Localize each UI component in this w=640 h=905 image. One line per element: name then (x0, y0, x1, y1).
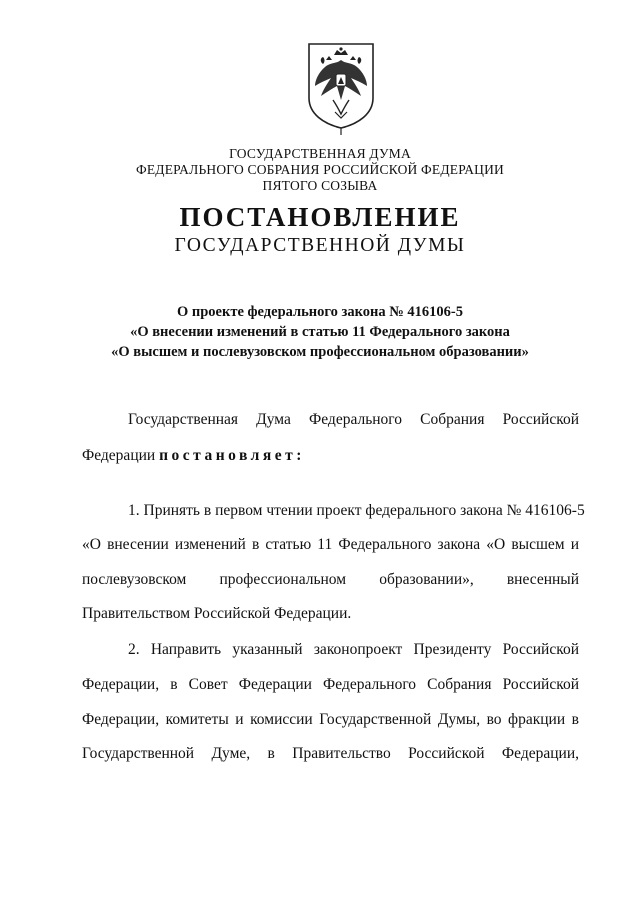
item2-line-1: 2. Направить указанный законопроект Президенту Российской (128, 641, 579, 658)
russian-coat-of-arms-icon (303, 40, 379, 136)
preamble-start: Федерации (82, 447, 160, 464)
preamble-line-1: Государственная Дума Федерального Собрания Российской (128, 411, 579, 428)
page-title: ПОСТАНОВЛЕНИЕ (179, 202, 461, 232)
decree-word: постановляет: (159, 447, 305, 464)
subject-line-2: «О внесении изменений в статью 11 Федерального закона (130, 324, 510, 340)
preamble-line-2 (82, 446, 579, 466)
item1-line-1: 1. Принять в первом чтении проект федерального закона № 416106-5 (128, 502, 585, 519)
item2-line-4: Государственной Думе, в Правительство Российской Федерации, (82, 745, 579, 762)
item2-line-3: Федерации, комитеты и комиссии Государственной Думы, во фракции в (82, 711, 579, 728)
header-line-convocation: ПЯТОГО СОЗЫВА (262, 178, 378, 193)
item1-line-3: послевузовском профессиональном образовании», внесенный (82, 571, 579, 588)
item1-line-4: Правительством Российской Федерации. (82, 605, 352, 622)
subject-line-1: О проекте федерального закона № 416106-5 (176, 304, 464, 320)
header-line-assembly: ФЕДЕРАЛЬНОГО СОБРАНИЯ РОССИЙСКОЙ ФЕДЕРАЦИИ (136, 162, 504, 177)
item1-line-2: «О внесении изменений в статью 11 Федерального закона «О высшем и (82, 536, 579, 553)
page-subtitle: ГОСУДАРСТВЕННОЙ ДУМЫ (174, 235, 466, 256)
item2-line-2: Федерации, в Совет Федерации Федерального Собрания Российской (82, 676, 579, 693)
header-line-duma: ГОСУДАРСТВЕННАЯ ДУМА (229, 146, 411, 161)
subject-line-3: «О высшем и послевузовском профессиональном образовании» (111, 344, 529, 360)
